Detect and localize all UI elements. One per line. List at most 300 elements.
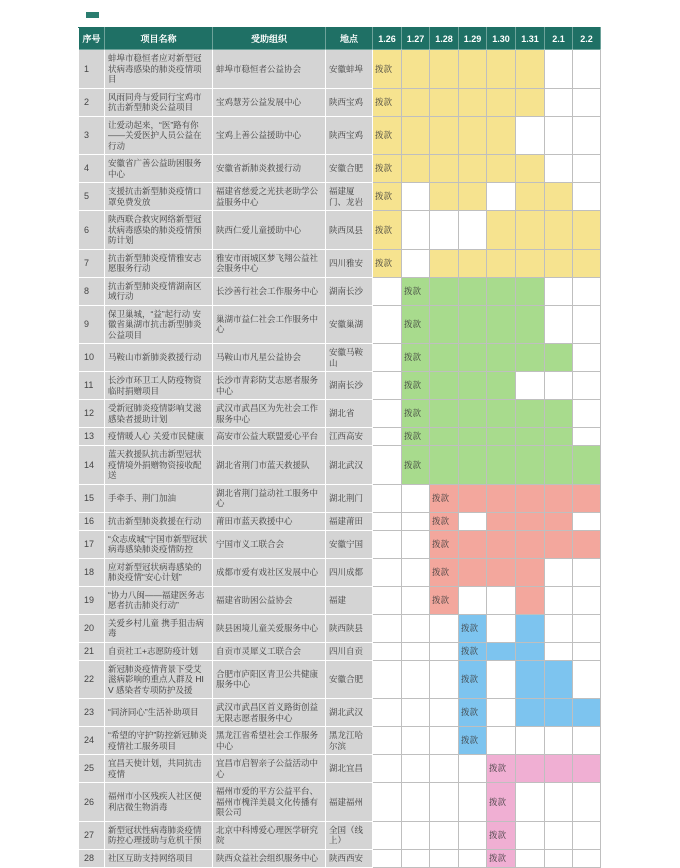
row-number-cell: 28 bbox=[79, 849, 105, 867]
empty-schedule-cell bbox=[487, 699, 516, 727]
aided-org-cell: 北京中科博爱心理医学研究院 bbox=[213, 821, 326, 849]
empty-schedule-cell bbox=[459, 849, 487, 867]
project-name-cell: 福州市小区残疾人社区便利店微生物消毒 bbox=[105, 783, 213, 822]
scheduled-cell bbox=[516, 277, 545, 305]
row-number-cell: 25 bbox=[79, 755, 105, 783]
grant-start-cell: 拨款 bbox=[459, 699, 487, 727]
row-number-cell: 15 bbox=[79, 484, 105, 512]
scheduled-cell bbox=[402, 50, 430, 89]
aided-org-cell: 巢湖市益仁社会工作服务中心 bbox=[213, 305, 326, 344]
empty-schedule-cell bbox=[402, 642, 430, 660]
empty-schedule-cell bbox=[402, 783, 430, 822]
grant-start-cell: 拨款 bbox=[430, 586, 459, 614]
aided-org-cell: 高安市公益大联盟爱心平台 bbox=[213, 428, 326, 446]
empty-schedule-cell bbox=[402, 660, 430, 699]
aided-org-cell: 湖北省荆门益动社工服务中心 bbox=[213, 484, 326, 512]
scheduled-cell bbox=[545, 755, 573, 783]
grant-start-cell: 拨款 bbox=[373, 88, 402, 116]
scheduled-cell bbox=[459, 400, 487, 428]
row-number-cell: 18 bbox=[79, 558, 105, 586]
empty-schedule-cell bbox=[459, 783, 487, 822]
row-number-cell: 14 bbox=[79, 446, 105, 485]
project-name-cell: “同济同心”生活补助项目 bbox=[105, 699, 213, 727]
empty-schedule-cell bbox=[459, 512, 487, 530]
scheduled-cell bbox=[430, 446, 459, 485]
project-name-cell: “协力八闽——福建医务志愿者抗击肺炎行动” bbox=[105, 586, 213, 614]
empty-schedule-cell bbox=[516, 821, 545, 849]
empty-schedule-cell bbox=[373, 512, 402, 530]
empty-schedule-cell bbox=[573, 116, 601, 155]
empty-schedule-cell bbox=[573, 614, 601, 642]
grant-start-cell: 拨款 bbox=[402, 344, 430, 372]
grant-start-cell: 拨款 bbox=[459, 642, 487, 660]
location-cell: 福建福州 bbox=[326, 783, 373, 822]
scheduled-cell bbox=[516, 50, 545, 89]
empty-schedule-cell bbox=[573, 660, 601, 699]
location-cell: 四川雅安 bbox=[326, 249, 373, 277]
table-row bbox=[79, 484, 601, 512]
scheduled-cell bbox=[430, 428, 459, 446]
empty-schedule-cell bbox=[430, 755, 459, 783]
scheduled-cell bbox=[459, 530, 487, 558]
aided-org-cell: 宁国市义工联合会 bbox=[213, 530, 326, 558]
row-number-cell: 12 bbox=[79, 400, 105, 428]
empty-schedule-cell bbox=[545, 155, 573, 183]
row-number-cell: 13 bbox=[79, 428, 105, 446]
table-row bbox=[79, 155, 601, 183]
empty-schedule-cell bbox=[373, 305, 402, 344]
empty-schedule-cell bbox=[373, 614, 402, 642]
project-name-cell: 蓝天救援队抗击新型冠状疫情境外捐赠物资接收配送 bbox=[105, 446, 213, 485]
scheduled-cell bbox=[430, 277, 459, 305]
aided-org-cell: 马鞍山市凡星公益协会 bbox=[213, 344, 326, 372]
location-cell: 湖北宜昌 bbox=[326, 755, 373, 783]
aided-org-cell: 陕县困境儿童关爱服务中心 bbox=[213, 614, 326, 642]
table-row bbox=[79, 821, 601, 849]
row-number-cell: 9 bbox=[79, 305, 105, 344]
empty-schedule-cell bbox=[487, 727, 516, 755]
header-cell-col-location: 地点 bbox=[326, 28, 373, 50]
project-name-cell: “众志成城”宁国市新型冠状病毒感染肺炎疫情防控 bbox=[105, 530, 213, 558]
empty-schedule-cell bbox=[573, 586, 601, 614]
scheduled-cell bbox=[516, 660, 545, 699]
empty-schedule-cell bbox=[430, 821, 459, 849]
location-cell: 安徽合肥 bbox=[326, 660, 373, 699]
scheduled-cell bbox=[516, 400, 545, 428]
location-cell: 陕西宝鸡 bbox=[326, 88, 373, 116]
scheduled-cell bbox=[430, 344, 459, 372]
grant-start-cell: 拨款 bbox=[402, 277, 430, 305]
aided-org-cell: 武汉市武昌区首义路街创益无限志愿者服务中心 bbox=[213, 699, 326, 727]
table-row bbox=[79, 660, 601, 699]
scheduled-cell bbox=[573, 484, 601, 512]
scheduled-cell bbox=[430, 400, 459, 428]
empty-schedule-cell bbox=[573, 512, 601, 530]
empty-schedule-cell bbox=[373, 446, 402, 485]
empty-schedule-cell bbox=[430, 660, 459, 699]
table-row bbox=[79, 642, 601, 660]
project-name-cell: 抗击新型肺炎疫情雅安志愿服务行动 bbox=[105, 249, 213, 277]
scheduled-cell bbox=[545, 344, 573, 372]
row-number-cell: 1 bbox=[79, 50, 105, 89]
empty-schedule-cell bbox=[545, 305, 573, 344]
header-cell-col-date-3: 1.28 bbox=[430, 28, 459, 50]
empty-schedule-cell bbox=[573, 277, 601, 305]
table-row bbox=[79, 50, 601, 89]
table-row bbox=[79, 277, 601, 305]
row-number-cell: 26 bbox=[79, 783, 105, 822]
empty-schedule-cell bbox=[402, 183, 430, 211]
table-row bbox=[79, 446, 601, 485]
project-name-cell: 手牵手、荆门加油 bbox=[105, 484, 213, 512]
empty-schedule-cell bbox=[430, 642, 459, 660]
location-cell: 湖北武汉 bbox=[326, 446, 373, 485]
empty-schedule-cell bbox=[545, 642, 573, 660]
row-number-cell: 19 bbox=[79, 586, 105, 614]
scheduled-cell bbox=[459, 446, 487, 485]
empty-schedule-cell bbox=[487, 660, 516, 699]
scheduled-cell bbox=[430, 88, 459, 116]
empty-schedule-cell bbox=[573, 821, 601, 849]
project-name-cell: 受新冠肺炎疫情影响艾滋感染者援助计划 bbox=[105, 400, 213, 428]
empty-schedule-cell bbox=[545, 849, 573, 867]
project-name-cell: “希望的守护”防控新冠肺炎疫情社工服务项目 bbox=[105, 727, 213, 755]
table-row bbox=[79, 305, 601, 344]
scheduled-cell bbox=[516, 344, 545, 372]
project-name-cell: 新型冠状性病毒肺炎疫情防控心理援助与危机干预 bbox=[105, 821, 213, 849]
aided-org-cell: 长沙市青彩防艾志愿者服务中心 bbox=[213, 372, 326, 400]
empty-schedule-cell bbox=[516, 116, 545, 155]
location-cell: 安徽合肥 bbox=[326, 155, 373, 183]
empty-schedule-cell bbox=[402, 484, 430, 512]
project-grant-schedule-table bbox=[78, 27, 601, 868]
scheduled-cell bbox=[487, 211, 516, 250]
location-cell: 全国（线上） bbox=[326, 821, 373, 849]
scheduled-cell bbox=[487, 558, 516, 586]
empty-schedule-cell bbox=[459, 755, 487, 783]
scheduled-cell bbox=[545, 699, 573, 727]
empty-schedule-cell bbox=[573, 400, 601, 428]
row-number-cell: 4 bbox=[79, 155, 105, 183]
scheduled-cell bbox=[430, 155, 459, 183]
empty-schedule-cell bbox=[573, 783, 601, 822]
row-number-cell: 3 bbox=[79, 116, 105, 155]
project-name-cell: 社区互助支持网络项目 bbox=[105, 849, 213, 867]
scheduled-cell bbox=[402, 155, 430, 183]
empty-schedule-cell bbox=[402, 614, 430, 642]
grant-start-cell: 拨款 bbox=[430, 484, 459, 512]
aided-org-cell: 蚌埠市稳恒者公益协会 bbox=[213, 50, 326, 89]
aided-org-cell: 成都市爱有戏社区发展中心 bbox=[213, 558, 326, 586]
aided-org-cell: 武汉市武昌区为先社会工作服务中心 bbox=[213, 400, 326, 428]
location-cell: 安徽蚌埠 bbox=[326, 50, 373, 89]
table-row bbox=[79, 400, 601, 428]
scheduled-cell bbox=[487, 446, 516, 485]
location-cell: 陕西宝鸡 bbox=[326, 116, 373, 155]
empty-schedule-cell bbox=[545, 558, 573, 586]
row-number-cell: 2 bbox=[79, 88, 105, 116]
empty-schedule-cell bbox=[545, 727, 573, 755]
empty-schedule-cell bbox=[573, 372, 601, 400]
empty-schedule-cell bbox=[459, 586, 487, 614]
aided-org-cell: 福州市爱的平方公益平台、福州市槐洋美晨文化传播有限公司 bbox=[213, 783, 326, 822]
empty-schedule-cell bbox=[573, 88, 601, 116]
empty-schedule-cell bbox=[402, 849, 430, 867]
empty-schedule-cell bbox=[373, 428, 402, 446]
scheduled-cell bbox=[487, 116, 516, 155]
empty-schedule-cell bbox=[573, 305, 601, 344]
grant-start-cell: 拨款 bbox=[402, 400, 430, 428]
location-cell: 福建莆田 bbox=[326, 512, 373, 530]
empty-schedule-cell bbox=[545, 372, 573, 400]
header-cell-col-date-4: 1.29 bbox=[459, 28, 487, 50]
table-body bbox=[79, 50, 601, 868]
table-row bbox=[79, 783, 601, 822]
row-number-cell: 24 bbox=[79, 727, 105, 755]
row-number-cell: 21 bbox=[79, 642, 105, 660]
scheduled-cell bbox=[487, 400, 516, 428]
location-cell: 湖北荆门 bbox=[326, 484, 373, 512]
scheduled-cell bbox=[545, 428, 573, 446]
row-number-cell: 8 bbox=[79, 277, 105, 305]
scheduled-cell bbox=[459, 183, 487, 211]
scheduled-cell bbox=[459, 50, 487, 89]
grant-start-cell: 拨款 bbox=[487, 755, 516, 783]
scheduled-cell bbox=[402, 88, 430, 116]
empty-schedule-cell bbox=[402, 755, 430, 783]
location-cell: 安徽巢湖 bbox=[326, 305, 373, 344]
empty-schedule-cell bbox=[402, 586, 430, 614]
empty-schedule-cell bbox=[373, 727, 402, 755]
location-cell: 湖南长沙 bbox=[326, 277, 373, 305]
aided-org-cell: 自贡市灵犀义工联合会 bbox=[213, 642, 326, 660]
scheduled-cell bbox=[459, 116, 487, 155]
location-cell: 湖北武汉 bbox=[326, 699, 373, 727]
grant-start-cell: 拨款 bbox=[373, 211, 402, 250]
empty-schedule-cell bbox=[373, 642, 402, 660]
grant-start-cell: 拨款 bbox=[459, 660, 487, 699]
scheduled-cell bbox=[430, 372, 459, 400]
row-number-cell: 17 bbox=[79, 530, 105, 558]
empty-schedule-cell bbox=[545, 821, 573, 849]
empty-schedule-cell bbox=[430, 699, 459, 727]
empty-schedule-cell bbox=[545, 116, 573, 155]
header-row bbox=[79, 28, 601, 50]
scheduled-cell bbox=[459, 88, 487, 116]
scheduled-cell bbox=[516, 699, 545, 727]
scheduled-cell bbox=[459, 428, 487, 446]
aided-org-cell: 合肥市庐阳区青卫公共健康服务中心 bbox=[213, 660, 326, 699]
scheduled-cell bbox=[487, 305, 516, 344]
table-row bbox=[79, 211, 601, 250]
header-cell-col-project-name: 项目名称 bbox=[105, 28, 213, 50]
empty-schedule-cell bbox=[373, 344, 402, 372]
scheduled-cell bbox=[459, 372, 487, 400]
grant-start-cell: 拨款 bbox=[487, 783, 516, 822]
row-number-cell: 10 bbox=[79, 344, 105, 372]
location-cell: 江西高安 bbox=[326, 428, 373, 446]
scheduled-cell bbox=[487, 277, 516, 305]
scheduled-cell bbox=[459, 249, 487, 277]
project-name-cell: 蚌埠市稳恒者应对新型冠状病毒感染的肺炎疫情项目 bbox=[105, 50, 213, 89]
scheduled-cell bbox=[545, 530, 573, 558]
table-row bbox=[79, 183, 601, 211]
empty-schedule-cell bbox=[573, 428, 601, 446]
scheduled-cell bbox=[430, 249, 459, 277]
grant-start-cell: 拨款 bbox=[430, 530, 459, 558]
scheduled-cell bbox=[516, 211, 545, 250]
empty-schedule-cell bbox=[573, 183, 601, 211]
aided-org-cell: 宝鸡慧芳公益发展中心 bbox=[213, 88, 326, 116]
scheduled-cell bbox=[545, 183, 573, 211]
scheduled-cell bbox=[516, 88, 545, 116]
scheduled-cell bbox=[545, 249, 573, 277]
scheduled-cell bbox=[545, 484, 573, 512]
empty-schedule-cell bbox=[373, 849, 402, 867]
table-row bbox=[79, 699, 601, 727]
scheduled-cell bbox=[487, 249, 516, 277]
scheduled-cell bbox=[516, 512, 545, 530]
scheduled-cell bbox=[545, 400, 573, 428]
empty-schedule-cell bbox=[373, 586, 402, 614]
empty-schedule-cell bbox=[545, 614, 573, 642]
empty-schedule-cell bbox=[402, 249, 430, 277]
location-cell: 安徽马鞍山 bbox=[326, 344, 373, 372]
table-row bbox=[79, 344, 601, 372]
scheduled-cell bbox=[459, 155, 487, 183]
scheduled-cell bbox=[516, 558, 545, 586]
empty-schedule-cell bbox=[373, 530, 402, 558]
scheduled-cell bbox=[516, 484, 545, 512]
grant-start-cell: 拨款 bbox=[402, 305, 430, 344]
table-row bbox=[79, 530, 601, 558]
scheduled-cell bbox=[487, 428, 516, 446]
project-name-cell: 抗击新型肺炎救援在行动 bbox=[105, 512, 213, 530]
project-name-cell: 马鞍山市新肺炎救援行动 bbox=[105, 344, 213, 372]
header-cell-col-no: 序号 bbox=[79, 28, 105, 50]
grant-start-cell: 拨款 bbox=[459, 727, 487, 755]
aided-org-cell: 福建省助困公益协会 bbox=[213, 586, 326, 614]
aided-org-cell: 陕西众益社会组织服务中心 bbox=[213, 849, 326, 867]
empty-schedule-cell bbox=[487, 586, 516, 614]
empty-schedule-cell bbox=[430, 849, 459, 867]
grant-start-cell: 拨款 bbox=[487, 821, 516, 849]
aided-org-cell: 莆田市蓝天救援中心 bbox=[213, 512, 326, 530]
empty-schedule-cell bbox=[373, 699, 402, 727]
scheduled-cell bbox=[459, 277, 487, 305]
empty-schedule-cell bbox=[516, 727, 545, 755]
empty-schedule-cell bbox=[402, 530, 430, 558]
empty-schedule-cell bbox=[373, 372, 402, 400]
scheduled-cell bbox=[487, 50, 516, 89]
empty-schedule-cell bbox=[573, 558, 601, 586]
empty-schedule-cell bbox=[373, 558, 402, 586]
empty-schedule-cell bbox=[402, 821, 430, 849]
scheduled-cell bbox=[516, 586, 545, 614]
scheduled-cell bbox=[516, 155, 545, 183]
location-cell: 四川成都 bbox=[326, 558, 373, 586]
row-number-cell: 6 bbox=[79, 211, 105, 250]
scheduled-cell bbox=[430, 305, 459, 344]
scheduled-cell bbox=[573, 755, 601, 783]
scheduled-cell bbox=[516, 305, 545, 344]
empty-schedule-cell bbox=[373, 755, 402, 783]
project-name-cell: 新冠肺炎疫情背景下受艾滋病影响的重点人群及 HIV 感染者专项防护及援 bbox=[105, 660, 213, 699]
row-number-cell: 7 bbox=[79, 249, 105, 277]
aided-org-cell: 陕西仁爱儿童援助中心 bbox=[213, 211, 326, 250]
table-row bbox=[79, 512, 601, 530]
location-cell: 陕西西安 bbox=[326, 849, 373, 867]
empty-schedule-cell bbox=[573, 50, 601, 89]
aided-org-cell: 福建省慈爱之光扶老助学公益服务中心 bbox=[213, 183, 326, 211]
location-cell: 陕西凤县 bbox=[326, 211, 373, 250]
empty-schedule-cell bbox=[430, 783, 459, 822]
table-row bbox=[79, 249, 601, 277]
table-row bbox=[79, 372, 601, 400]
grant-start-cell: 拨款 bbox=[373, 50, 402, 89]
scheduled-cell bbox=[573, 699, 601, 727]
empty-schedule-cell bbox=[516, 783, 545, 822]
grant-start-cell: 拨款 bbox=[430, 558, 459, 586]
scheduled-cell bbox=[573, 446, 601, 485]
empty-schedule-cell bbox=[373, 277, 402, 305]
row-number-cell: 16 bbox=[79, 512, 105, 530]
table-row bbox=[79, 849, 601, 867]
grant-start-cell: 拨款 bbox=[373, 155, 402, 183]
header-cell-col-date-8: 2.2 bbox=[573, 28, 601, 50]
empty-schedule-cell bbox=[487, 183, 516, 211]
aided-org-cell: 黑龙江省希望社会工作服务中心 bbox=[213, 727, 326, 755]
location-cell: 福建厦门、龙岩 bbox=[326, 183, 373, 211]
project-name-cell: 陕西联合救灾网络新型冠状病毒感染的肺炎疫情预防计划 bbox=[105, 211, 213, 250]
empty-schedule-cell bbox=[459, 211, 487, 250]
empty-schedule-cell bbox=[430, 614, 459, 642]
empty-schedule-cell bbox=[373, 400, 402, 428]
table-row bbox=[79, 586, 601, 614]
scheduled-cell bbox=[459, 344, 487, 372]
location-cell: 安徽宁国 bbox=[326, 530, 373, 558]
scheduled-cell bbox=[430, 116, 459, 155]
empty-schedule-cell bbox=[459, 821, 487, 849]
empty-schedule-cell bbox=[402, 512, 430, 530]
scheduled-cell bbox=[487, 344, 516, 372]
location-cell: 黑龙江哈尔滨 bbox=[326, 727, 373, 755]
grant-start-cell: 拨款 bbox=[487, 849, 516, 867]
grant-start-cell: 拨款 bbox=[373, 116, 402, 155]
row-number-cell: 11 bbox=[79, 372, 105, 400]
scheduled-cell bbox=[516, 642, 545, 660]
location-cell: 湖北省 bbox=[326, 400, 373, 428]
table-row bbox=[79, 116, 601, 155]
aided-org-cell: 安徽省新肺炎救援行动 bbox=[213, 155, 326, 183]
grant-start-cell: 拨款 bbox=[402, 428, 430, 446]
empty-schedule-cell bbox=[545, 586, 573, 614]
location-cell: 湖南长沙 bbox=[326, 372, 373, 400]
empty-schedule-cell bbox=[430, 211, 459, 250]
empty-schedule-cell bbox=[573, 727, 601, 755]
project-name-cell: 安徽省广善公益助困服务中心 bbox=[105, 155, 213, 183]
empty-schedule-cell bbox=[545, 277, 573, 305]
project-name-cell: 保卫巢城，“益”起行动 安徽省巢湖市抗击新型肺炎公益项目 bbox=[105, 305, 213, 344]
grant-start-cell: 拨款 bbox=[373, 249, 402, 277]
header-cell-col-aided-org: 受助组织 bbox=[213, 28, 326, 50]
project-name-cell: 让爱动起来，“医”路有你——关爱医护人员公益在行动 bbox=[105, 116, 213, 155]
project-name-cell: 自贡社工+志愿防疫计划 bbox=[105, 642, 213, 660]
scheduled-cell bbox=[573, 249, 601, 277]
grant-start-cell: 拨款 bbox=[459, 614, 487, 642]
empty-schedule-cell bbox=[402, 211, 430, 250]
row-number-cell: 23 bbox=[79, 699, 105, 727]
